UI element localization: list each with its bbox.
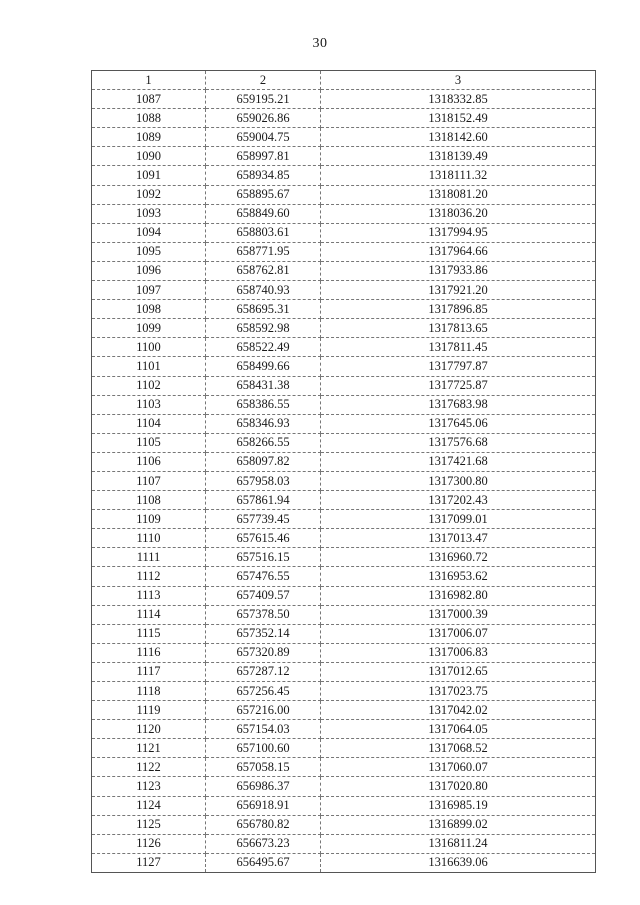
point-number-cell: 1125 (92, 815, 206, 834)
table-row (92, 204, 596, 223)
point-number-cell: 1105 (92, 433, 206, 452)
y-coordinate-cell: 1317421.68 (321, 452, 596, 471)
point-number-cell: 1093 (92, 204, 206, 223)
point-number-cell: 1122 (92, 758, 206, 777)
table-row (92, 662, 596, 681)
x-coordinate-cell: 657516.15 (206, 548, 321, 567)
y-coordinate-cell: 1317994.95 (321, 223, 596, 242)
point-number-cell: 1110 (92, 529, 206, 548)
point-number-cell: 1119 (92, 701, 206, 720)
y-coordinate-cell: 1316985.19 (321, 796, 596, 815)
y-coordinate-cell: 1317896.85 (321, 300, 596, 319)
table-row (92, 471, 596, 490)
x-coordinate-cell: 658346.93 (206, 414, 321, 433)
y-coordinate-cell: 1316811.24 (321, 834, 596, 853)
table-row (92, 605, 596, 624)
x-coordinate-cell: 658895.67 (206, 185, 321, 204)
table-row (92, 796, 596, 815)
x-coordinate-cell: 656780.82 (206, 815, 321, 834)
table-row (92, 357, 596, 376)
x-coordinate-cell: 659195.21 (206, 90, 321, 109)
x-coordinate-cell: 657320.89 (206, 643, 321, 662)
table-row (92, 701, 596, 720)
point-number-cell: 1100 (92, 338, 206, 357)
table-row (92, 624, 596, 643)
point-number-cell: 1109 (92, 510, 206, 529)
x-coordinate-cell: 656673.23 (206, 834, 321, 853)
y-coordinate-cell: 1317811.45 (321, 338, 596, 357)
table-row (92, 853, 596, 872)
x-coordinate-cell: 657154.03 (206, 720, 321, 739)
x-coordinate-cell: 658997.81 (206, 147, 321, 166)
y-coordinate-cell: 1317813.65 (321, 319, 596, 338)
point-number-cell: 1117 (92, 662, 206, 681)
x-coordinate-cell: 658849.60 (206, 204, 321, 223)
y-coordinate-cell: 1317042.02 (321, 701, 596, 720)
table-row (92, 586, 596, 605)
x-coordinate-cell: 658592.98 (206, 319, 321, 338)
x-coordinate-cell: 657256.45 (206, 682, 321, 701)
point-number-cell: 1111 (92, 548, 206, 567)
x-coordinate-cell: 658522.49 (206, 338, 321, 357)
point-number-cell: 1089 (92, 128, 206, 147)
x-coordinate-cell: 657100.60 (206, 739, 321, 758)
y-coordinate-cell: 1317023.75 (321, 682, 596, 701)
table-row (92, 758, 596, 777)
table-row (92, 834, 596, 853)
table-row (92, 548, 596, 567)
x-coordinate-cell: 657409.57 (206, 586, 321, 605)
point-number-cell: 1094 (92, 223, 206, 242)
x-coordinate-cell: 657476.55 (206, 567, 321, 586)
table-row (92, 682, 596, 701)
x-coordinate-cell: 657058.15 (206, 758, 321, 777)
point-number-cell: 1102 (92, 376, 206, 395)
y-coordinate-cell: 1318081.20 (321, 185, 596, 204)
point-number-cell: 1106 (92, 452, 206, 471)
y-coordinate-cell: 1316899.02 (321, 815, 596, 834)
x-coordinate-cell: 658771.95 (206, 242, 321, 261)
table-row (92, 414, 596, 433)
column-header-1: 1 (92, 71, 206, 90)
table-row (92, 109, 596, 128)
table-row (92, 242, 596, 261)
y-coordinate-cell: 1317068.52 (321, 739, 596, 758)
point-number-cell: 1126 (92, 834, 206, 853)
y-coordinate-cell: 1317964.66 (321, 242, 596, 261)
point-number-cell: 1113 (92, 586, 206, 605)
x-coordinate-cell: 658934.85 (206, 166, 321, 185)
x-coordinate-cell: 658695.31 (206, 300, 321, 319)
y-coordinate-cell: 1317013.47 (321, 529, 596, 548)
y-coordinate-cell: 1316953.62 (321, 567, 596, 586)
table-row (92, 720, 596, 739)
table-row (92, 166, 596, 185)
x-coordinate-cell: 658803.61 (206, 223, 321, 242)
y-coordinate-cell: 1318152.49 (321, 109, 596, 128)
x-coordinate-cell: 657615.46 (206, 529, 321, 548)
x-coordinate-cell: 657739.45 (206, 510, 321, 529)
y-coordinate-cell: 1317012.65 (321, 662, 596, 681)
column-header-3: 3 (321, 71, 596, 90)
table-row (92, 147, 596, 166)
coordinates-table-body (92, 71, 596, 873)
y-coordinate-cell: 1317064.05 (321, 720, 596, 739)
point-number-cell: 1091 (92, 166, 206, 185)
table-row (92, 319, 596, 338)
point-number-cell: 1124 (92, 796, 206, 815)
y-coordinate-cell: 1317020.80 (321, 777, 596, 796)
table-row (92, 90, 596, 109)
y-coordinate-cell: 1317006.07 (321, 624, 596, 643)
column-header-2: 2 (206, 71, 321, 90)
x-coordinate-cell: 657958.03 (206, 471, 321, 490)
y-coordinate-cell: 1318139.49 (321, 147, 596, 166)
point-number-cell: 1123 (92, 777, 206, 796)
point-number-cell: 1103 (92, 395, 206, 414)
x-coordinate-cell: 657378.50 (206, 605, 321, 624)
point-number-cell: 1101 (92, 357, 206, 376)
table-row (92, 300, 596, 319)
y-coordinate-cell: 1317099.01 (321, 510, 596, 529)
y-coordinate-cell: 1317300.80 (321, 471, 596, 490)
point-number-cell: 1114 (92, 605, 206, 624)
point-number-cell: 1099 (92, 319, 206, 338)
x-coordinate-cell: 657216.00 (206, 701, 321, 720)
y-coordinate-cell: 1318111.32 (321, 166, 596, 185)
point-number-cell: 1087 (92, 90, 206, 109)
point-number-cell: 1115 (92, 624, 206, 643)
point-number-cell: 1095 (92, 242, 206, 261)
y-coordinate-cell: 1317725.87 (321, 376, 596, 395)
y-coordinate-cell: 1318142.60 (321, 128, 596, 147)
table-row (92, 376, 596, 395)
table-row (92, 452, 596, 471)
x-coordinate-cell: 657352.14 (206, 624, 321, 643)
table-row (92, 815, 596, 834)
x-coordinate-cell: 659026.86 (206, 109, 321, 128)
table-row (92, 643, 596, 662)
y-coordinate-cell: 1317645.06 (321, 414, 596, 433)
x-coordinate-cell: 658431.38 (206, 376, 321, 395)
point-number-cell: 1088 (92, 109, 206, 128)
x-coordinate-cell: 658499.66 (206, 357, 321, 376)
y-coordinate-cell: 1317921.20 (321, 281, 596, 300)
table-row (92, 510, 596, 529)
x-coordinate-cell: 656495.67 (206, 853, 321, 872)
y-coordinate-cell: 1318332.85 (321, 90, 596, 109)
x-coordinate-cell: 656986.37 (206, 777, 321, 796)
table-row (92, 223, 596, 242)
x-coordinate-cell: 658097.82 (206, 452, 321, 471)
y-coordinate-cell: 1317933.86 (321, 261, 596, 280)
x-coordinate-cell: 657287.12 (206, 662, 321, 681)
table-row (92, 261, 596, 280)
y-coordinate-cell: 1317576.68 (321, 433, 596, 452)
point-number-cell: 1120 (92, 720, 206, 739)
table-row (92, 185, 596, 204)
x-coordinate-cell: 658762.81 (206, 261, 321, 280)
point-number-cell: 1090 (92, 147, 206, 166)
table-row (92, 567, 596, 586)
point-number-cell: 1097 (92, 281, 206, 300)
table-row (92, 739, 596, 758)
y-coordinate-cell: 1317060.07 (321, 758, 596, 777)
point-number-cell: 1107 (92, 471, 206, 490)
table-row (92, 338, 596, 357)
point-number-cell: 1108 (92, 491, 206, 510)
point-number-cell: 1092 (92, 185, 206, 204)
x-coordinate-cell: 658740.93 (206, 281, 321, 300)
table-row (92, 281, 596, 300)
table-row (92, 395, 596, 414)
point-number-cell: 1118 (92, 682, 206, 701)
y-coordinate-cell: 1317797.87 (321, 357, 596, 376)
y-coordinate-cell: 1316982.80 (321, 586, 596, 605)
x-coordinate-cell: 658386.55 (206, 395, 321, 414)
point-number-cell: 1116 (92, 643, 206, 662)
y-coordinate-cell: 1317000.39 (321, 605, 596, 624)
point-number-cell: 1098 (92, 300, 206, 319)
page-number: 30 (312, 36, 328, 51)
table-header-row (92, 71, 596, 90)
point-number-cell: 1104 (92, 414, 206, 433)
y-coordinate-cell: 1316639.06 (321, 853, 596, 872)
point-number-cell: 1121 (92, 739, 206, 758)
point-number-cell: 1096 (92, 261, 206, 280)
x-coordinate-cell: 657861.94 (206, 491, 321, 510)
point-number-cell: 1112 (92, 567, 206, 586)
y-coordinate-cell: 1317006.83 (321, 643, 596, 662)
table-row (92, 491, 596, 510)
x-coordinate-cell: 656918.91 (206, 796, 321, 815)
y-coordinate-cell: 1316960.72 (321, 548, 596, 567)
x-coordinate-cell: 659004.75 (206, 128, 321, 147)
table-row (92, 529, 596, 548)
table-row (92, 128, 596, 147)
coordinates-table (91, 70, 596, 873)
y-coordinate-cell: 1318036.20 (321, 204, 596, 223)
point-number-cell: 1127 (92, 853, 206, 872)
x-coordinate-cell: 658266.55 (206, 433, 321, 452)
y-coordinate-cell: 1317202.43 (321, 491, 596, 510)
table-row (92, 433, 596, 452)
table-row (92, 777, 596, 796)
y-coordinate-cell: 1317683.98 (321, 395, 596, 414)
